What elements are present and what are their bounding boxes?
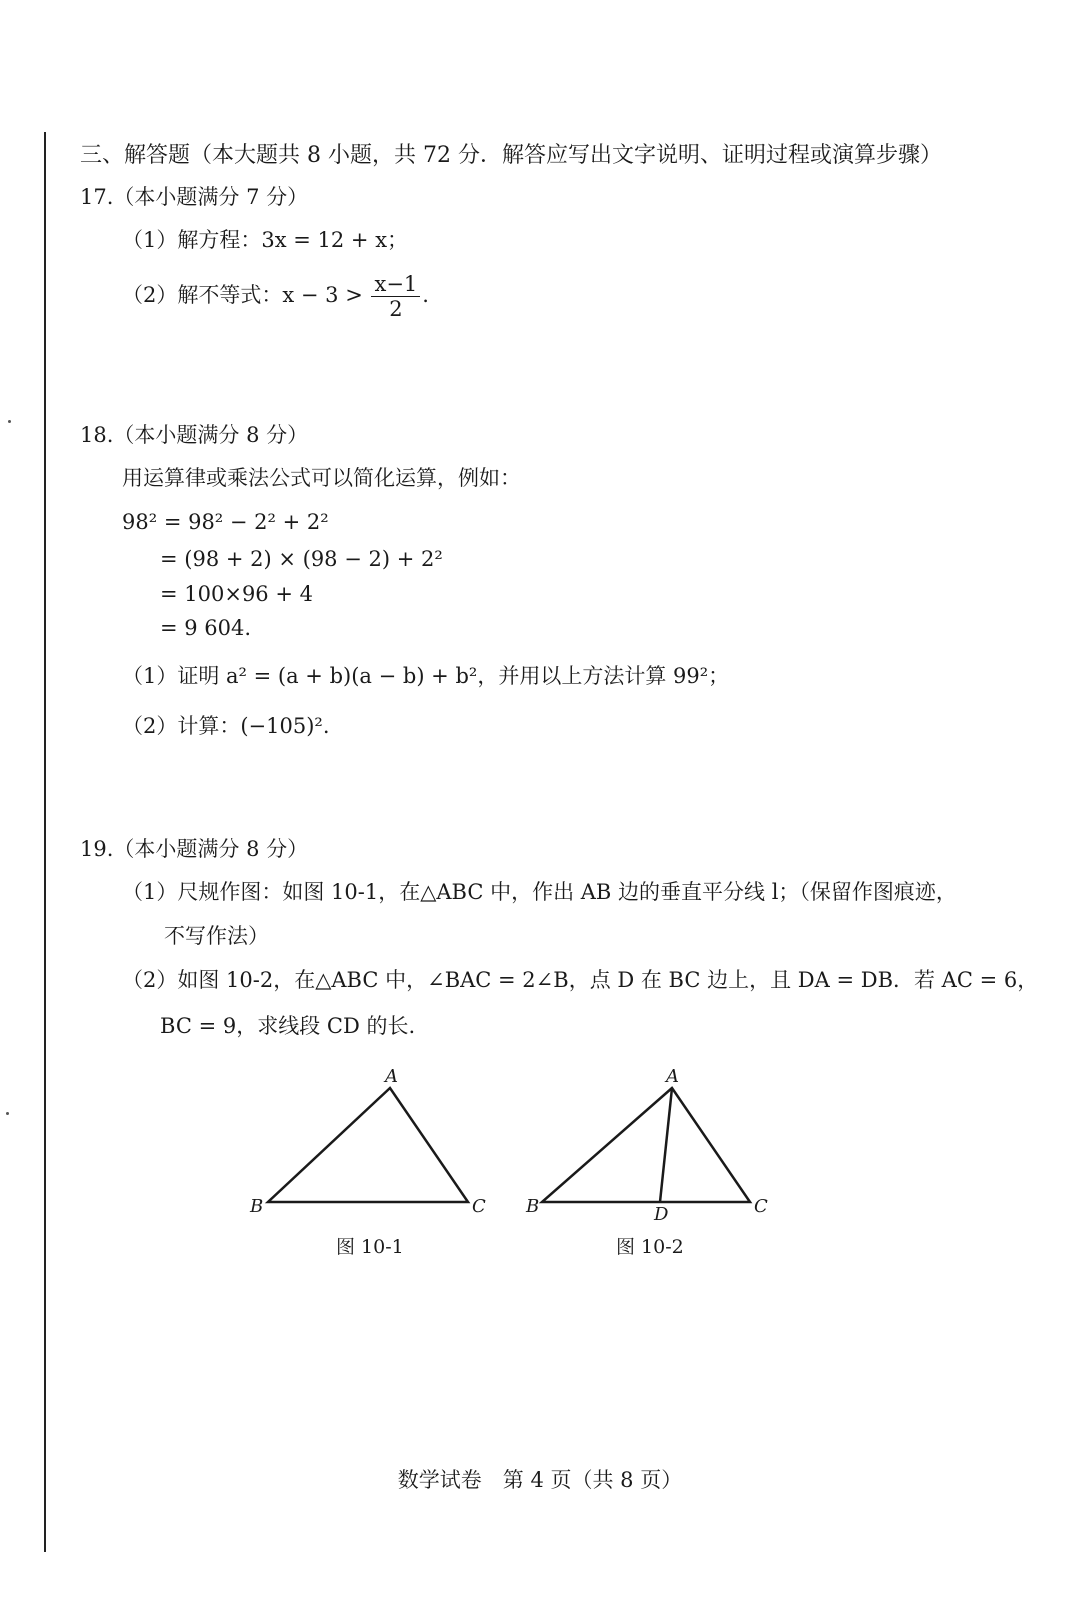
q19-part1-line1: （1）尺规作图：如图 10-1，在△ABC 中，作出 AB 边的垂直平分线 l；（保留作图痕迹， [122, 880, 957, 904]
triangle-abc [542, 1088, 750, 1202]
figure-10-1-caption: 图 10-1 [336, 1236, 404, 1258]
q19-header: 19.（本小题满分 8 分） [80, 837, 309, 861]
point-label-d: D [654, 1204, 669, 1225]
q19-part2-line2: BC = 9，求线段 CD 的长. [160, 1014, 416, 1038]
vertex-label-b: B [526, 1196, 540, 1217]
section-title: 三、解答题（本大题共 8 小题，共 72 分．解答应写出文字说明、证明过程或演算步骤） [80, 143, 942, 168]
figure-10-2-caption: 图 10-2 [616, 1236, 684, 1258]
q17-part1-equation: 3x = 12 + x； [261, 228, 409, 252]
q17-part1 [122, 226, 408, 254]
scan-speck [8, 420, 11, 423]
q18-calc-line-4: = 9 604. [160, 616, 252, 640]
q19-part1-line2: 不写作法） [164, 924, 269, 948]
vertex-label-a: A [385, 1066, 398, 1087]
q17-part1-label: （1）解方程： [122, 228, 262, 252]
vertex-label-a: A [666, 1066, 679, 1087]
vertex-label-c: C [472, 1196, 486, 1217]
q18-part2: （2）计算：(−105)². [122, 714, 330, 738]
q18-calc-line-2: = (98 + 2) × (98 − 2) + 2² [160, 547, 443, 571]
page-footer: 数学试卷 第 4 页（共 8 页） [397, 1468, 683, 1492]
q17-fraction-denominator: 2 [389, 297, 403, 321]
q17-fraction-numerator: x−1 [371, 272, 420, 297]
vertex-label-c: C [754, 1196, 768, 1217]
q17-part2-label: （2）解不等式： [122, 283, 283, 307]
scan-speck [6, 1112, 9, 1115]
figure-10-1 [240, 1060, 500, 1234]
triangle-abc [268, 1088, 468, 1202]
q17-header: 17.（本小题满分 7 分） [80, 185, 309, 209]
q17-part2 [122, 272, 429, 321]
q18-calc-line-1: 98² = 98² − 2² + 2² [122, 510, 329, 534]
q17-fraction [371, 272, 420, 321]
q18-part1: （1）证明 a² = (a + b)(a − b) + b²，并用以上方法计算 99²； [122, 664, 730, 688]
q17-part2-lhs: x − 3 > [282, 283, 363, 307]
vertex-label-b: B [250, 1196, 264, 1217]
segment-ad [660, 1088, 672, 1202]
q18-calc-line-3: = 100×96 + 4 [160, 582, 313, 606]
binding-margin-line [44, 132, 46, 1552]
figure-10-2-triangle [520, 1060, 780, 1230]
q17-part2-end: . [422, 283, 429, 307]
q18-header: 18.（本小题满分 8 分） [80, 423, 309, 447]
q19-part2-line1: （2）如图 10-2，在△ABC 中，∠BAC = 2∠B，点 D 在 BC 边上，且 DA = DB．若 AC = 6， [122, 968, 1039, 992]
figure-10-1-triangle [240, 1060, 500, 1230]
figure-10-2 [520, 1060, 780, 1234]
q18-intro: 用运算律或乘法公式可以简化运算，例如： [122, 466, 521, 490]
